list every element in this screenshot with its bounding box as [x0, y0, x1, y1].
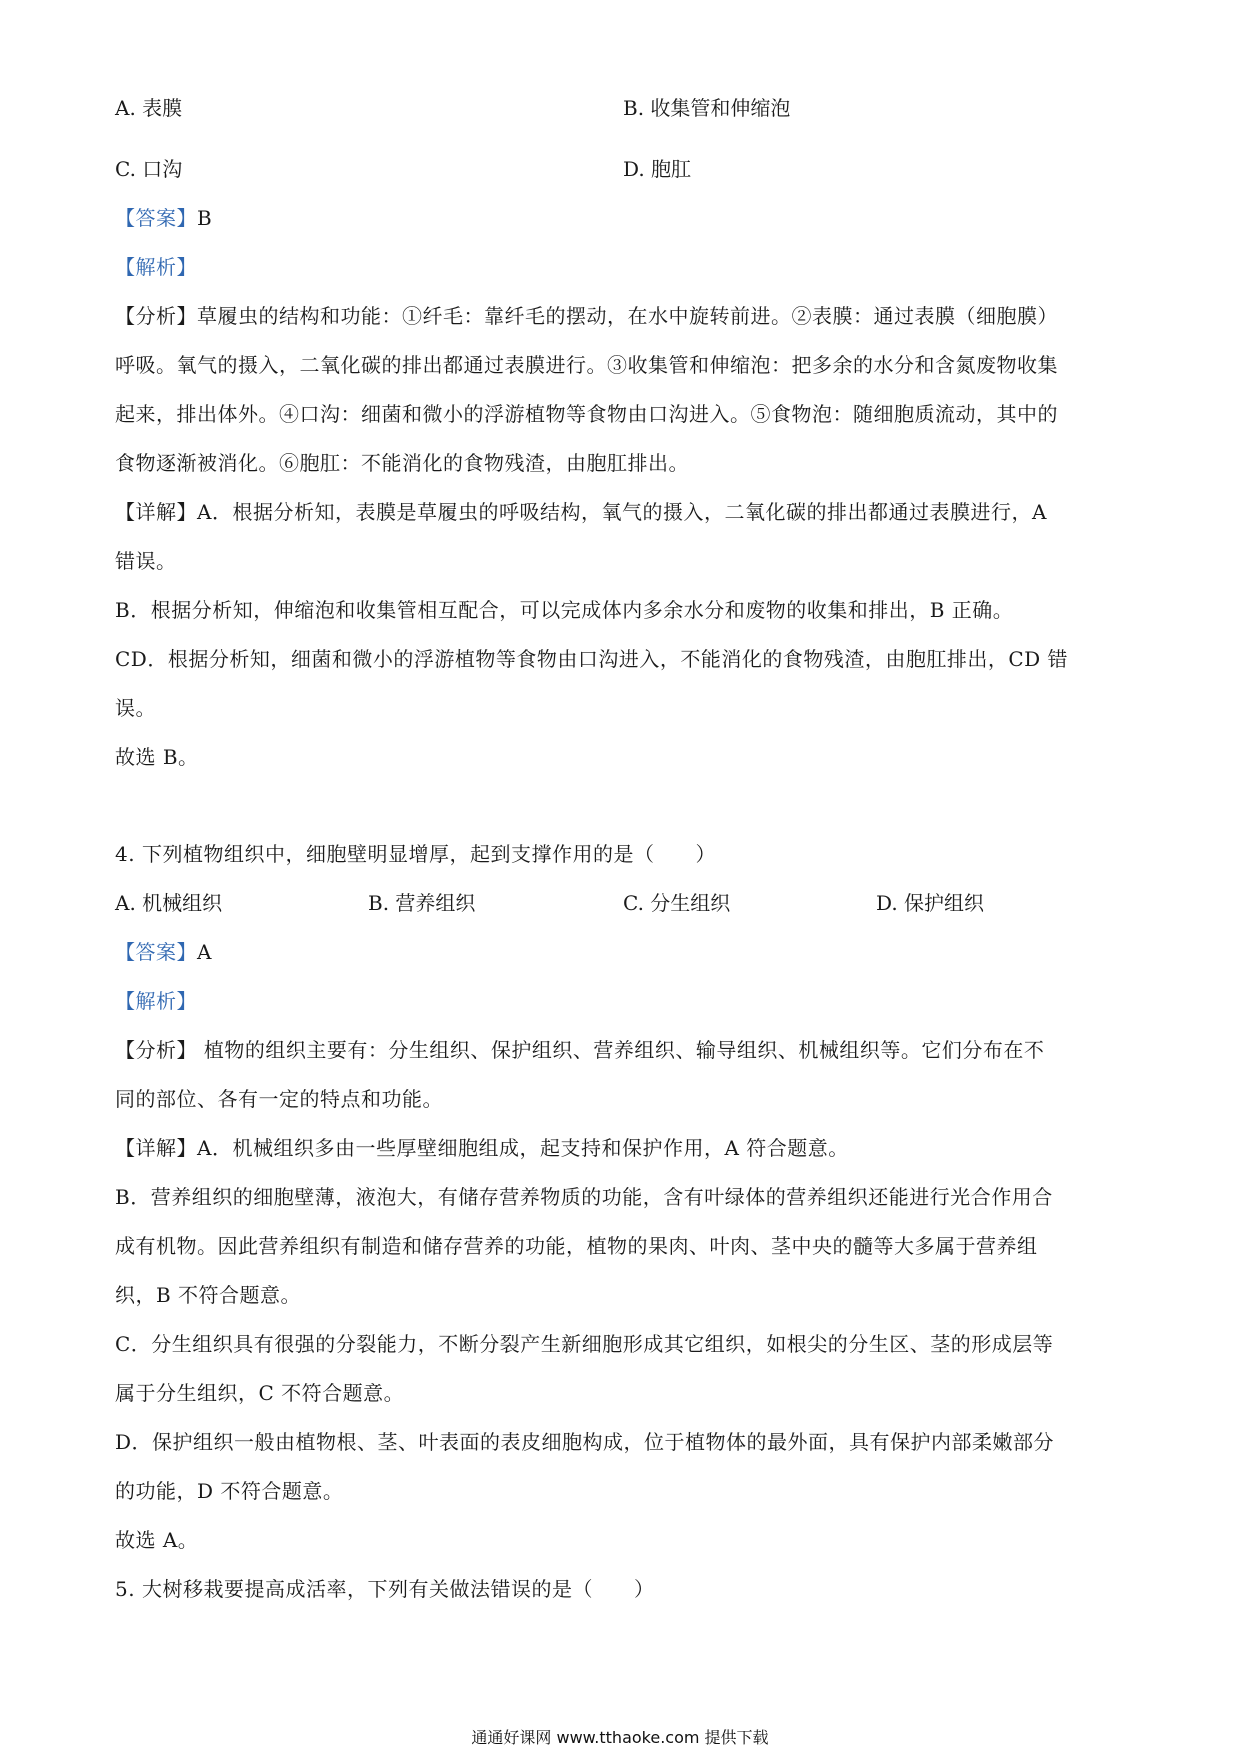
q4-option-c: C. 分生组织 — [623, 891, 731, 915]
q3-analysis-line: 呼吸。氧气的摄入，二氧化碳的排出都通过表膜进行。③收集管和伸缩泡：把多余的水分和含氮废物收集 — [115, 353, 1058, 377]
q3-detail-line: 误。 — [115, 696, 156, 720]
q3-option-d: D. 胞肛 — [623, 157, 692, 181]
q5-question: 5. 大树移栽要提高成活率，下列有关做法错误的是（ ） — [115, 1577, 655, 1601]
q4-analysis-line: 同的部位、各有一定的特点和功能。 — [115, 1087, 443, 1111]
q4-detail-line: 织，B 不符合题意。 — [115, 1283, 302, 1307]
q4-option-a: A. 机械组织 — [115, 891, 223, 915]
q4-detail-line: 成有机物。因此营养组织有制造和储存营养的功能，植物的果肉、叶肉、茎中央的髓等大多属于营养组 — [115, 1234, 1038, 1258]
page-footer: 通通好课网 www.tthaoke.com 提供下载 — [471, 1728, 769, 1747]
q4-jiexi-heading: 【解析】 — [115, 989, 197, 1013]
q3-analysis-line: 起来，排出体外。④口沟：细菌和微小的浮游植物等食物由口沟进入。⑤食物泡：随细胞质流动，其中的 — [115, 402, 1058, 426]
q4-detail-line: 【详解】A．机械组织多由一些厚壁细胞组成，起支持和保护作用，A 符合题意。 — [115, 1136, 849, 1160]
q3-detail-line: 错误。 — [115, 549, 177, 573]
answer-value: A — [197, 940, 212, 964]
answer-label: 【答案】 — [115, 206, 197, 230]
answer-label: 【答案】 — [115, 940, 197, 964]
q3-detail-line: CD．根据分析知，细菌和微小的浮游植物等食物由口沟进入，不能消化的食物残渣，由胞肛排出，CD 错 — [115, 647, 1069, 671]
q3-analysis-line: 【分析】草履虫的结构和功能：①纤毛：靠纤毛的摆动，在水中旋转前进。②表膜：通过表膜（细胞膜） — [115, 304, 1058, 328]
q3-option-a: A. 表膜 — [115, 96, 183, 120]
q3-detail-line: B．根据分析知，伸缩泡和收集管相互配合，可以完成体内多余水分和废物的收集和排出，B 正确。 — [115, 598, 1014, 622]
q4-analysis-line: 【分析】 植物的组织主要有：分生组织、保护组织、营养组织、输导组织、机械组织等。它们分布在不 — [115, 1038, 1045, 1062]
q4-option-b: B. 营养组织 — [368, 891, 476, 915]
q3-option-b: B. 收集管和伸缩泡 — [623, 96, 791, 120]
q3-detail-line: 【详解】A．根据分析知，表膜是草履虫的呼吸结构，氧气的摄入，二氧化碳的排出都通过表膜进行，A — [115, 500, 1047, 524]
q3-jiexi-heading: 【解析】 — [115, 255, 197, 279]
q4-detail-line: 的功能，D 不符合题意。 — [115, 1479, 344, 1503]
q4-detail-line: C．分生组织具有很强的分裂能力，不断分裂产生新细胞形成其它组织，如根尖的分生区、茎的形成层等 — [115, 1332, 1054, 1356]
q4-question: 4. 下列植物组织中，细胞壁明显增厚，起到支撑作用的是（ ） — [115, 842, 716, 866]
q3-answer — [115, 204, 1125, 232]
q4-answer — [115, 938, 1125, 966]
q4-detail-line: D．保护组织一般由植物根、茎、叶表面的表皮细胞构成，位于植物体的最外面，具有保护内部柔嫩部分 — [115, 1430, 1055, 1454]
q3-detail-line: 故选 B。 — [115, 745, 199, 769]
q3-analysis-line: 食物逐渐被消化。⑥胞肛：不能消化的食物残渣，由胞肛排出。 — [115, 451, 689, 475]
q4-detail-line: 属于分生组织，C 不符合题意。 — [115, 1381, 405, 1405]
q4-detail-line: B．营养组织的细胞壁薄，液泡大，有储存营养物质的功能，含有叶绿体的营养组织还能进行光合作用合 — [115, 1185, 1053, 1209]
q4-option-d: D. 保护组织 — [876, 891, 985, 915]
q4-detail-line: 故选 A。 — [115, 1528, 199, 1552]
answer-value: B — [197, 206, 213, 230]
q3-option-c: C. 口沟 — [115, 157, 183, 181]
